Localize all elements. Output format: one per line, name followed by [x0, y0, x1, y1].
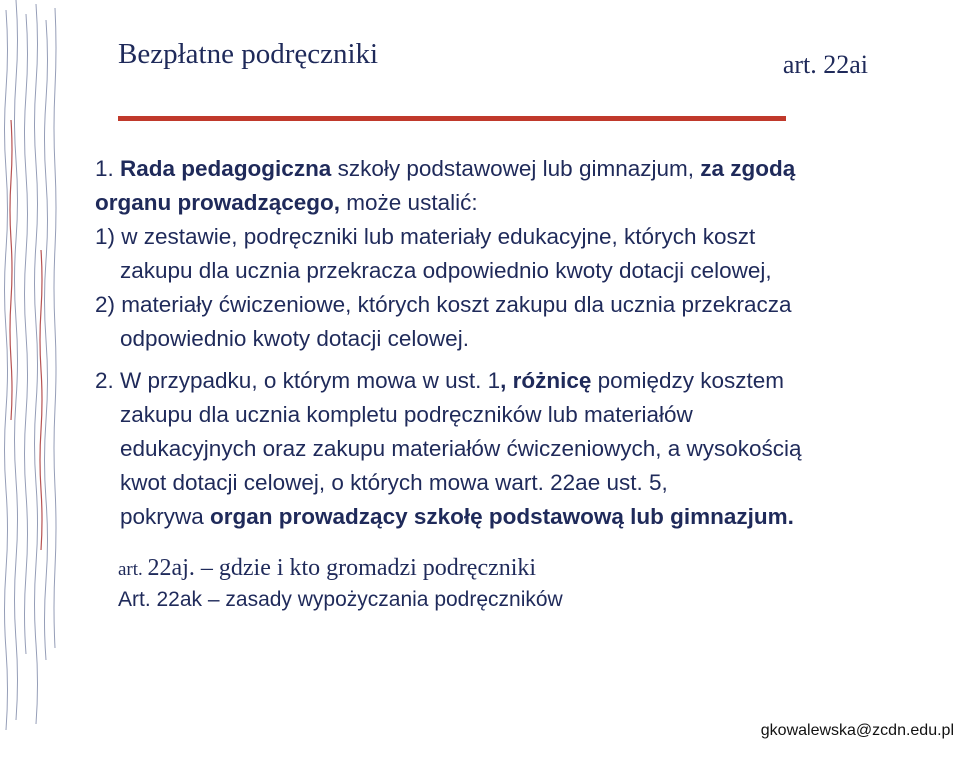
point1-item2-line2: odpowiednio kwoty dotacji celowej.	[120, 326, 469, 351]
point1-text: szkoły podstawowej lub gimnazjum,	[331, 156, 701, 181]
point1-bold-organ: organu prowadzącego,	[95, 190, 341, 215]
article-reference: art. 22ai	[782, 50, 868, 79]
point2-line4: kwot dotacji celowej, o których mowa wart. 22ae ust. 5,	[120, 470, 668, 495]
point1-item1-line2: zakupu dla ucznia przekracza odpowiednio kwoty dotacji celowej,	[120, 258, 772, 283]
title-divider	[118, 116, 786, 121]
point2-line1	[95, 364, 895, 398]
point1-line1	[95, 152, 895, 186]
slide-title: Bezpłatne podręczniki	[118, 38, 379, 70]
point2-line5	[120, 500, 895, 534]
footer-email: gkowalewska@zcdn.edu.pl	[760, 722, 954, 739]
point1-bold-subject: Rada pedagogiczna	[120, 156, 332, 181]
point1-line2	[95, 186, 895, 220]
point1-item1-line1: 1) w zestawie, podręczniki lub materiały edukacyjne, których koszt	[95, 224, 756, 249]
point1-bold-consent: za zgodą	[700, 156, 796, 181]
point2-text-covers: pokrywa	[120, 504, 211, 529]
point1-number: 1.	[95, 156, 121, 181]
note-art-22aj-text: 22aj. – gdzie i kto gromadzi podręczniki	[147, 555, 537, 581]
handwritten-decor-strip	[0, 0, 60, 758]
point1-text-may: może ustalić:	[340, 190, 478, 215]
main-content	[95, 152, 895, 534]
point2-bold-organ: organ prowadzący szkołę podstawową lub gimnazjum.	[210, 504, 794, 529]
note-art-prefix: art.	[118, 559, 148, 580]
point2-bold-difference: , różnicę	[500, 368, 592, 393]
point2-text: 2. W przypadku, o którym mowa w ust. 1	[95, 368, 501, 393]
note-art-22aj	[118, 555, 536, 582]
point2-text-between: pomiędzy kosztem	[591, 368, 784, 393]
point2-line3: edukacyjnych oraz zakupu materiałów ćwiczeniowych, a wysokością	[120, 436, 802, 461]
note-art-22ak: Art. 22ak – zasady wypożyczania podręczników	[118, 588, 563, 611]
point1-item2-line1: 2) materiały ćwiczeniowe, których koszt zakupu dla ucznia przekracza	[95, 292, 792, 317]
point2-line2: zakupu dla ucznia kompletu podręczników lub materiałów	[120, 402, 693, 427]
